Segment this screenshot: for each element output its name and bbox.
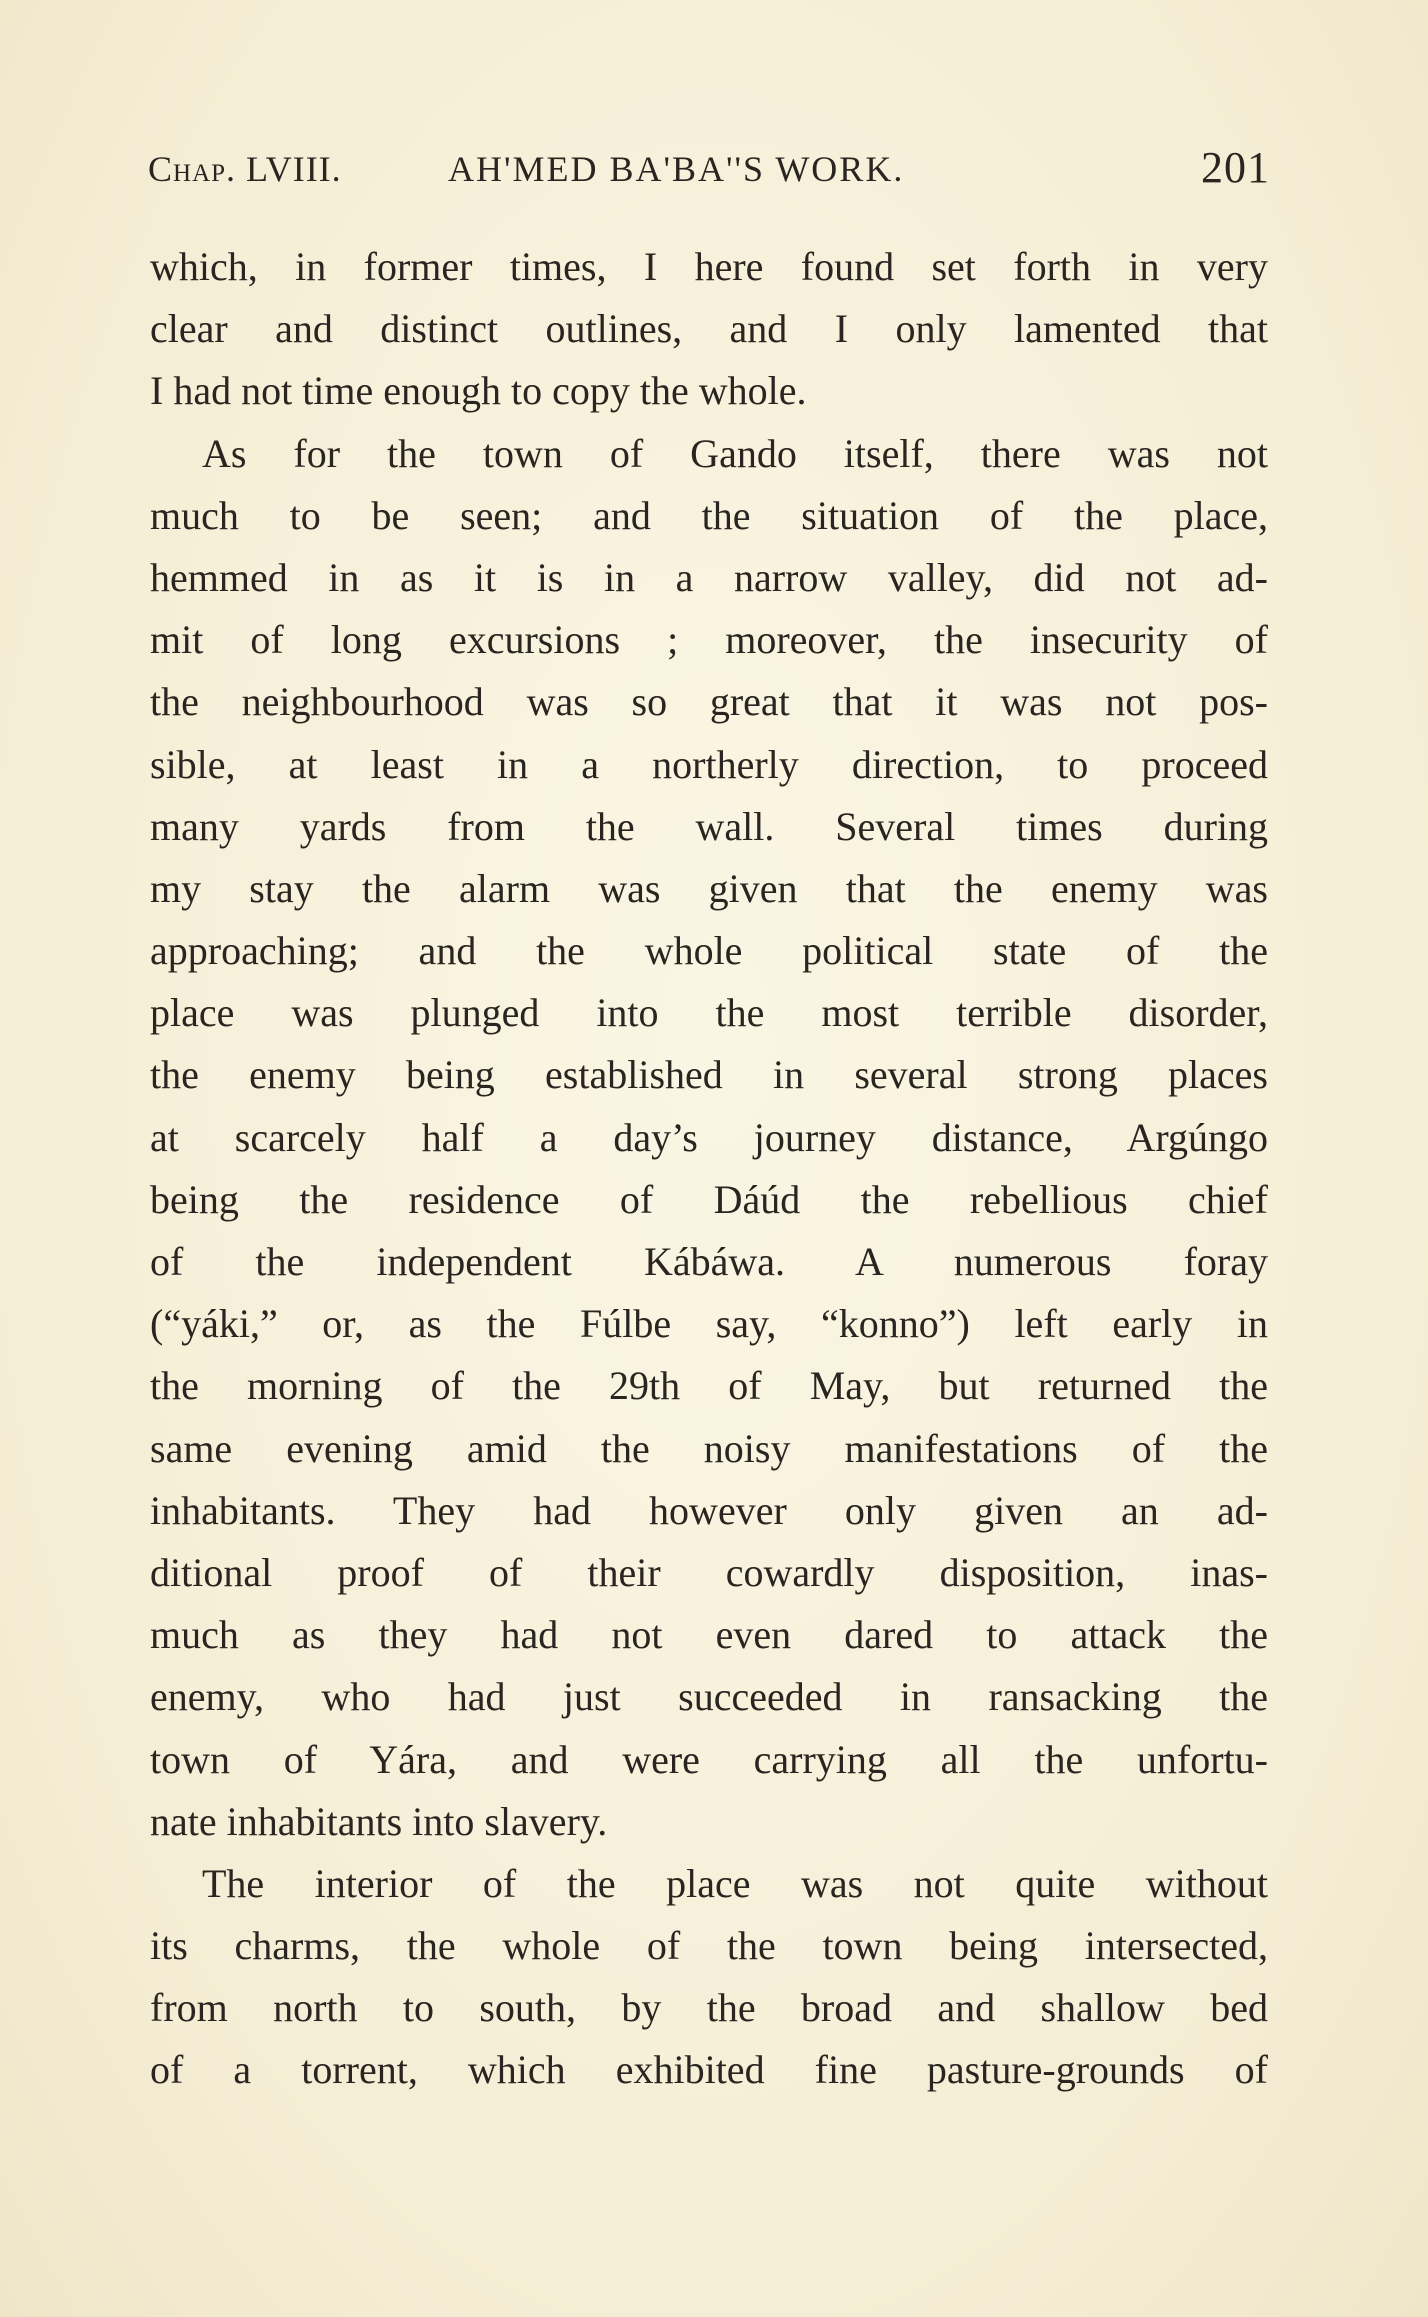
text-line: of a torrent, which exhibited fine pasture-grounds of	[150, 2047, 1268, 2093]
text-line: I had not time enough to copy the whole.	[150, 368, 807, 414]
text-line: many yards from the wall. Several times during	[150, 803, 1268, 849]
text-line: town of Yára, and were carrying all the unfortu-	[150, 1736, 1268, 1782]
text-line: its charms, the whole of the town being intersected,	[150, 1923, 1268, 1969]
text-line: The interior of the place was not quite without	[202, 1860, 1268, 1906]
text-line: enemy, who had just succeeded in ransacking the	[150, 1674, 1268, 1720]
running-title: AH'MED BA'BA''S WORK.	[448, 149, 905, 189]
text-line: which, in former times, I here found set forth in very	[150, 244, 1268, 289]
text-line: much to be seen; and the situation of the place,	[150, 492, 1268, 538]
text-line: As for the town of Gando itself, there was not	[202, 430, 1268, 476]
text-line: the morning of the 29th of May, but returned the	[150, 1363, 1268, 1409]
text-line: my stay the alarm was given that the enemy was	[150, 865, 1268, 911]
text-line: much as they had not even dared to attack the	[150, 1612, 1268, 1658]
page-number: 201	[1201, 143, 1270, 192]
text-line: the neighbourhood was so great that it was not pos-	[150, 679, 1268, 725]
text-line: from north to south, by the broad and shallow bed	[150, 1985, 1268, 2031]
text-line: (“yáki,” or, as the Fúlbe say, “konno”) left early in	[150, 1301, 1268, 1347]
text-line: approaching; and the whole political state of the	[150, 928, 1268, 974]
text-line: hemmed in as it is in a narrow valley, did not ad-	[150, 554, 1268, 600]
text-line: clear and distinct outlines, and I only lamented that	[150, 306, 1268, 352]
chapter-label: Chap. LVIII.	[148, 149, 342, 189]
body-text	[150, 236, 1268, 2102]
text-line: mit of long excursions ; moreover, the insecurity of	[150, 617, 1268, 663]
text-line: nate inhabitants into slavery.	[150, 1798, 608, 1844]
running-header	[148, 138, 1270, 198]
text-line: the enemy being established in several strong places	[150, 1052, 1268, 1098]
text-line: at scarcely half a day’s journey distance, Argúngo	[150, 1114, 1268, 1160]
text-line: of the independent Kábáwa. A numerous foray	[150, 1239, 1268, 1284]
text-line: same evening amid the noisy manifestations of the	[150, 1425, 1268, 1471]
text-line: ditional proof of their cowardly disposition, inas-	[150, 1549, 1268, 1595]
text-line: inhabitants. They had however only given an ad-	[150, 1487, 1268, 1533]
text-line: place was plunged into the most terrible disorder,	[150, 990, 1268, 1036]
text-line: sible, at least in a northerly direction, to proceed	[150, 741, 1268, 787]
text-line: being the residence of Dáúd the rebellious chief	[150, 1176, 1268, 1222]
